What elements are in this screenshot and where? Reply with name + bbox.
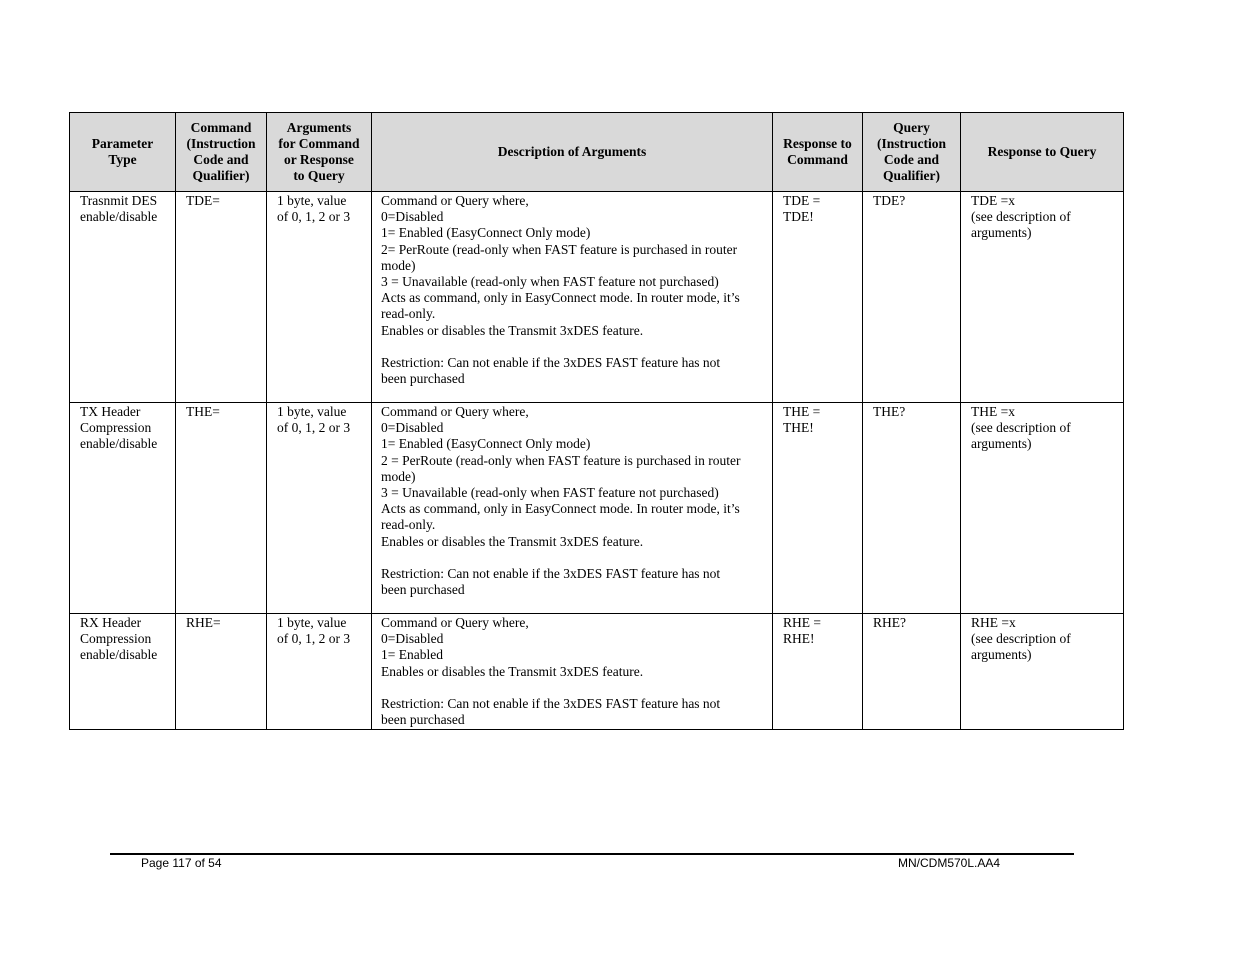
text-line: (see description of <box>971 420 1071 436</box>
text-line <box>381 339 768 355</box>
text-line: Response to Query <box>987 143 1097 159</box>
text-line: Code and <box>193 152 249 167</box>
table-row-the <box>70 403 1124 614</box>
param-type-cell <box>70 192 176 403</box>
text-line: TDE! <box>783 209 814 225</box>
command-code: TDE= <box>186 193 220 208</box>
arguments-cell <box>267 614 372 730</box>
text-line: Command or Query where, <box>381 193 529 208</box>
header-command <box>176 113 267 192</box>
response-to-command-cell <box>773 614 863 730</box>
text-line: Compression <box>80 420 152 436</box>
text-line: Command <box>190 119 252 135</box>
header-response-to-query <box>961 113 1124 192</box>
command-code: THE= <box>186 404 220 419</box>
text-line: 0=Disabled <box>381 631 444 647</box>
text-line: 1= Enabled <box>381 647 443 663</box>
text-line: Type <box>108 152 137 167</box>
text-line: Trasnmit DES <box>80 193 158 208</box>
text-line: Enables or disables the Transmit 3xDES feature. <box>381 322 644 338</box>
text-line: RHE =x <box>971 615 1016 630</box>
arguments-cell <box>267 192 372 403</box>
table-row-tde <box>70 192 1124 403</box>
text-line <box>381 680 768 696</box>
text-line: of 0, 1, 2 or 3 <box>277 631 351 647</box>
text-line: to Query <box>293 168 345 184</box>
text-line: enable/disable <box>80 436 158 452</box>
param-type-cell <box>70 403 176 614</box>
query-cell <box>863 614 961 730</box>
text-line: 1 byte, value <box>277 193 347 208</box>
text-line: (Instruction <box>186 135 256 151</box>
query-cell <box>863 403 961 614</box>
text-line: TDE =x <box>971 193 1015 208</box>
footer-divider <box>110 853 1074 855</box>
text-line: Restriction: Can not enable if the 3xDES FAST feature has not <box>381 566 721 582</box>
response-to-query-cell <box>961 614 1124 730</box>
text-line: 1= Enabled (EasyConnect Only mode) <box>381 436 591 452</box>
text-line: THE = <box>783 404 821 419</box>
text-line: TX Header <box>80 404 141 419</box>
query-code: TDE? <box>873 193 906 208</box>
query-code: THE? <box>873 404 906 419</box>
text-line: TDE = <box>783 193 821 208</box>
header-description <box>372 113 773 192</box>
text-line: Command or Query where, <box>381 615 529 630</box>
text-line: Query <box>893 119 930 135</box>
text-line: Command <box>787 152 848 167</box>
text-line: Restriction: Can not enable if the 3xDES FAST feature has not <box>381 355 721 371</box>
text-line: Parameter <box>91 135 154 151</box>
description-cell <box>372 614 773 730</box>
text-line: RX Header <box>80 615 142 630</box>
text-line: enable/disable <box>80 647 158 663</box>
text-line: (Instruction <box>876 135 946 151</box>
text-line: Acts as command, only in EasyConnect mode. In router mode, it’s <box>381 290 740 306</box>
text-line: Restriction: Can not enable if the 3xDES FAST feature has not <box>381 696 721 711</box>
text-line: THE =x <box>971 404 1015 419</box>
text-line: arguments) <box>971 647 1032 663</box>
text-line: RHE = <box>783 615 821 630</box>
text-line: been purchased <box>381 371 465 387</box>
text-line: been purchased <box>381 582 465 598</box>
text-line: arguments) <box>971 225 1032 241</box>
text-line: 2 = PerRoute (read-only when FAST feature is purchased in router <box>381 452 741 468</box>
description-cell <box>372 192 773 403</box>
text-line: Compression <box>80 631 152 647</box>
text-line: THE! <box>783 420 814 436</box>
page-number: Page 117 of 54 <box>141 856 222 870</box>
response-to-query-cell <box>961 403 1124 614</box>
text-line: (see description of <box>971 631 1071 647</box>
command-cell <box>176 614 267 730</box>
header-parameter-type <box>70 113 176 192</box>
text-line: 1= Enabled (EasyConnect Only mode) <box>381 225 591 241</box>
text-line: been purchased <box>381 712 465 728</box>
text-line: 2= PerRoute (read-only when FAST feature is purchased in router <box>381 241 738 257</box>
text-line: Response to <box>783 135 852 151</box>
text-line <box>381 550 768 566</box>
query-cell <box>863 192 961 403</box>
description-cell <box>372 403 773 614</box>
text-line: Code and <box>883 152 940 167</box>
text-line: 1 byte, value <box>277 615 347 630</box>
text-line: 0=Disabled <box>381 420 444 436</box>
response-to-command-cell <box>773 403 863 614</box>
text-line: Arguments <box>286 119 352 135</box>
text-line: (see description of <box>971 209 1071 225</box>
command-cell <box>176 192 267 403</box>
text-line: of 0, 1, 2 or 3 <box>277 209 351 225</box>
text-line: Description of Arguments <box>497 143 647 159</box>
text-line: or Response <box>284 152 354 167</box>
text-line: mode) <box>381 257 416 273</box>
text-line: 0=Disabled <box>381 209 444 225</box>
text-line: mode) <box>381 468 416 484</box>
table-row-rhe <box>70 614 1124 730</box>
response-to-command-cell <box>773 192 863 403</box>
text-line: Command or Query where, <box>381 404 529 419</box>
text-line: 3 = Unavailable (read-only when FAST feature not purchased) <box>381 274 719 290</box>
text-line: Qualifier) <box>883 168 940 184</box>
header-query <box>863 113 961 192</box>
text-line: enable/disable <box>80 209 158 225</box>
header-response-to-command <box>773 113 863 192</box>
response-to-query-cell <box>961 192 1124 403</box>
text-line: Acts as command, only in EasyConnect mode. In router mode, it’s <box>381 501 740 517</box>
query-code: RHE? <box>873 615 906 630</box>
text-line: Enables or disables the Transmit 3xDES feature. <box>381 533 644 549</box>
arguments-cell <box>267 403 372 614</box>
text-line: Enables or disables the Transmit 3xDES feature. <box>381 663 644 679</box>
text-line: Qualifier) <box>192 168 250 184</box>
text-line: read-only. <box>381 306 436 322</box>
text-line: of 0, 1, 2 or 3 <box>277 420 351 436</box>
command-code: RHE= <box>186 615 221 630</box>
text-line: read-only. <box>381 517 436 533</box>
header-row <box>70 113 1124 192</box>
document-id: MN/CDM570L.AA4 <box>898 856 1001 870</box>
text-line: arguments) <box>971 436 1032 452</box>
text-line: 3 = Unavailable (read-only when FAST feature not purchased) <box>381 485 719 501</box>
param-type-cell <box>70 614 176 730</box>
text-line: RHE! <box>783 631 815 647</box>
spec-table <box>69 112 1124 730</box>
text-line: for Command <box>278 135 360 151</box>
header-arguments <box>267 113 372 192</box>
command-cell <box>176 403 267 614</box>
text-line: 1 byte, value <box>277 404 347 419</box>
